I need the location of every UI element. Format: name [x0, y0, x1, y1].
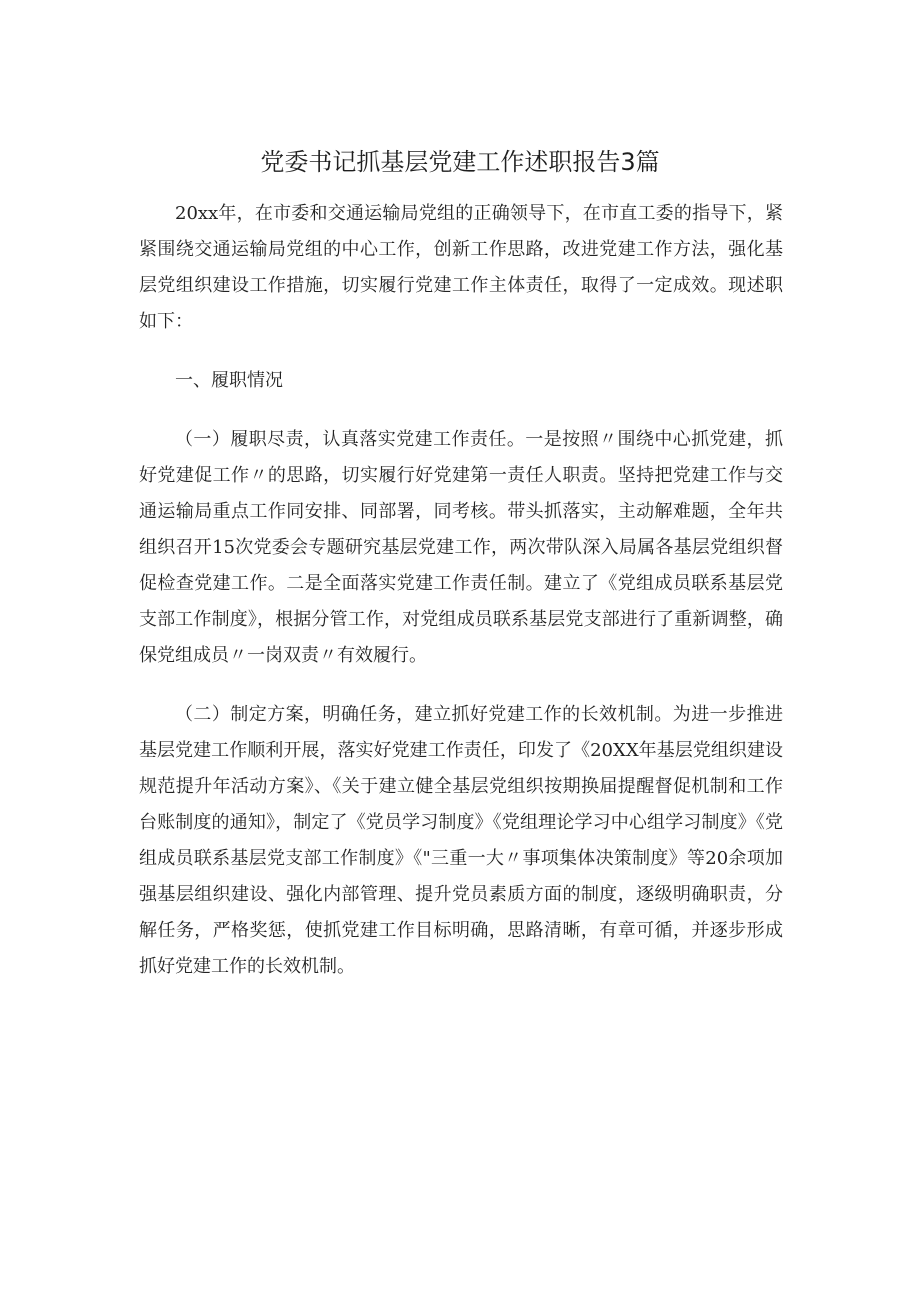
- section-heading: 一、履职情况: [175, 370, 283, 391]
- body-paragraph: （一）履职尽责，认真落实党建工作责任。一是按照〃围绕中心抓党建，抓好党建促工作〃的思路，切实履行好党建第一责任人职责。坚持把党建工作与交通运输局重点工作同安排、同部署，同考核。带头抓落实，主动解难题，全年共组织召开15次党委会专题研究基层党建工作，两次带队深入局属各基层党组织督促检查党建工作。二是全面落实党建工作责任制。建立了《党组成员联系基层党支部工作制度》，根据分管工作，对党组成员联系基层党支部进行了重新调整，确保党组成员〃一岗双责〃有效履行。: [139, 429, 783, 666]
- intro-paragraph: 20xx年，在市委和交通运输局党组的正确领导下，在市直工委的指导下，紧紧围绕交通运输局党组的中心工作，创新工作思路，改进党建工作方法，强化基层党组织建设工作措施，切实履行党建工作主体责任，取得了一定成效。现述职如下：: [139, 203, 783, 332]
- document-title: 党委书记抓基层党建工作述职报告3篇: [260, 148, 660, 176]
- document-body: [139, 196, 783, 985]
- body-paragraph: （二）制定方案，明确任务，建立抓好党建工作的长效机制。为进一步推进基层党建工作顺利开展，落实好党建工作责任，印发了《20XX年基层党组织建设规范提升年活动方案》、《关于建立健全基层党组织按期换届提醒督促机制和工作台账制度的通知》，制定了《党员学习制度》《党组理论学习中心组学习制度》《党组成员联系基层党支部工作制度》《"三重一大〃事项集体决策制度》等20余项加强基层组织建设、强化内部管理、提升党员素质方面的制度，逐级明确职责，分解任务，严格奖惩，使抓党建工作目标明确，思路清晰，有章可循，并逐步形成抓好党建工作的长效机制。: [139, 704, 783, 977]
